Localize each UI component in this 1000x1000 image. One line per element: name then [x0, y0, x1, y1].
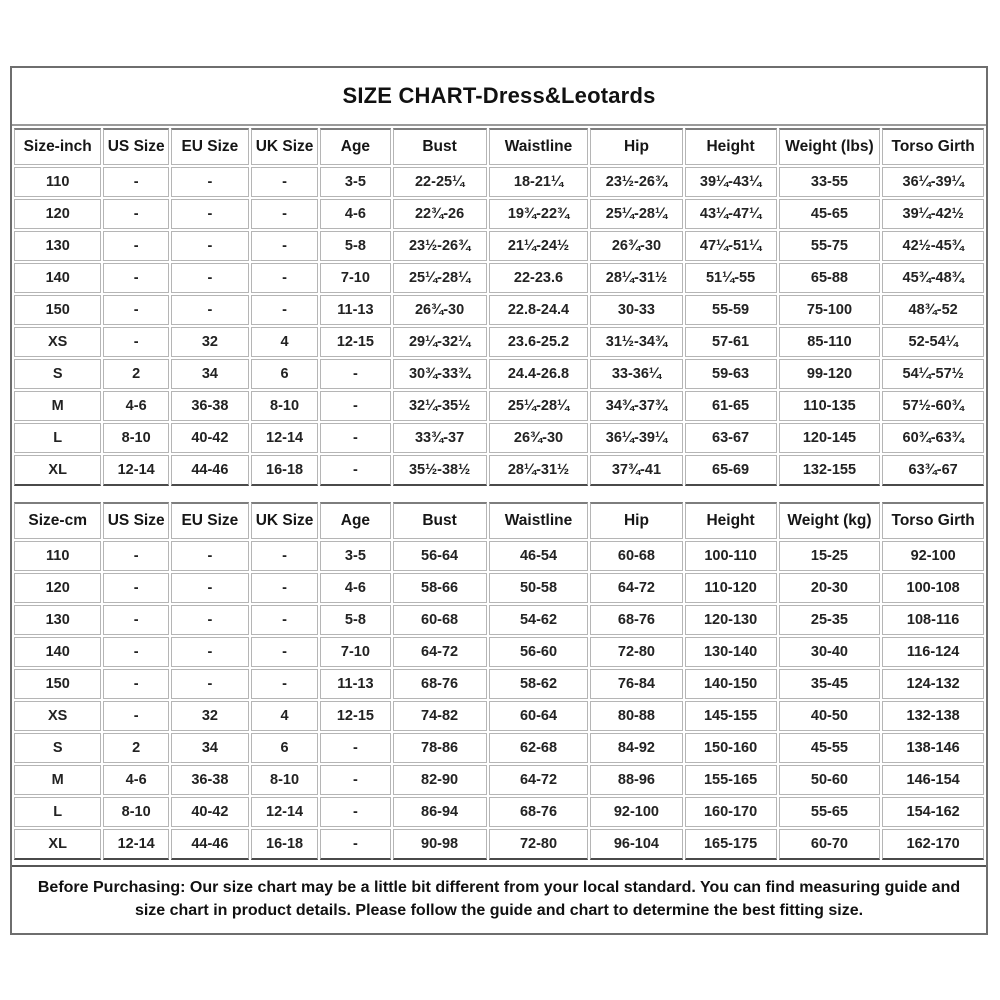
size-label-cell: L [14, 797, 101, 827]
value-cell: 40-50 [779, 701, 881, 731]
value-cell: 46-54 [489, 541, 589, 571]
value-cell: 65-69 [685, 455, 777, 486]
value-cell: 4-6 [320, 199, 390, 229]
column-header-uk-size: UK Size [251, 502, 318, 539]
value-cell: - [103, 669, 169, 699]
value-cell: - [251, 669, 318, 699]
size-label-cell: 120 [14, 199, 101, 229]
value-cell: 80-88 [590, 701, 682, 731]
value-cell: 19¾-22¾ [489, 199, 589, 229]
value-cell: - [171, 167, 249, 197]
size-label-cell: 120 [14, 573, 101, 603]
column-header-waistline: Waistline [489, 128, 589, 165]
size-label-cell: 140 [14, 637, 101, 667]
value-cell: 36-38 [171, 765, 249, 795]
value-cell: - [103, 199, 169, 229]
value-cell: 39¼-43¼ [685, 167, 777, 197]
table-row [14, 797, 984, 827]
value-cell: 25-35 [779, 605, 881, 635]
value-cell: 44-46 [171, 455, 249, 486]
value-cell: 30-33 [590, 295, 682, 325]
value-cell: 92-100 [882, 541, 984, 571]
table-row [14, 541, 984, 571]
column-header-eu-size: EU Size [171, 502, 249, 539]
value-cell: 140-150 [685, 669, 777, 699]
value-cell: 30-40 [779, 637, 881, 667]
table-row [14, 167, 984, 197]
value-cell: 40-42 [171, 423, 249, 453]
size-table-inch [12, 126, 986, 488]
value-cell: - [171, 263, 249, 293]
value-cell: 36¼-39¼ [590, 423, 682, 453]
value-cell: 21¼-24½ [489, 231, 589, 261]
size-label-cell: XS [14, 327, 101, 357]
column-header-size-cm: Size-cm [14, 502, 101, 539]
value-cell: - [320, 455, 390, 486]
table-row [14, 669, 984, 699]
title-box [12, 68, 986, 126]
value-cell: 22-23.6 [489, 263, 589, 293]
value-cell: 11-13 [320, 669, 390, 699]
value-cell: 5-8 [320, 605, 390, 635]
table-row [14, 637, 984, 667]
value-cell: 145-155 [685, 701, 777, 731]
column-header-height: Height [685, 128, 777, 165]
value-cell: 47¼-51¼ [685, 231, 777, 261]
value-cell: 23½-26¾ [393, 231, 487, 261]
value-cell: 20-30 [779, 573, 881, 603]
value-cell: 85-110 [779, 327, 881, 357]
value-cell: 52-54¼ [882, 327, 984, 357]
value-cell: 72-80 [489, 829, 589, 860]
value-cell: 54¼-57½ [882, 359, 984, 389]
value-cell: 75-100 [779, 295, 881, 325]
value-cell: 146-154 [882, 765, 984, 795]
value-cell: 50-60 [779, 765, 881, 795]
value-cell: 33-36¼ [590, 359, 682, 389]
value-cell: - [320, 829, 390, 860]
value-cell: 124-132 [882, 669, 984, 699]
value-cell: 12-15 [320, 701, 390, 731]
value-cell: - [103, 167, 169, 197]
value-cell: - [251, 263, 318, 293]
value-cell: 33-55 [779, 167, 881, 197]
value-cell: - [103, 231, 169, 261]
value-cell: 4-6 [320, 573, 390, 603]
column-header-age: Age [320, 128, 390, 165]
value-cell: - [103, 605, 169, 635]
column-header-eu-size: EU Size [171, 128, 249, 165]
value-cell: 30¾-33¾ [393, 359, 487, 389]
value-cell: - [171, 295, 249, 325]
value-cell: 12-15 [320, 327, 390, 357]
value-cell: 23½-26¾ [590, 167, 682, 197]
value-cell: 99-120 [779, 359, 881, 389]
size-label-cell: M [14, 765, 101, 795]
value-cell: 3-5 [320, 167, 390, 197]
value-cell: 8-10 [251, 391, 318, 421]
table-row [14, 829, 984, 860]
value-cell: 78-86 [393, 733, 487, 763]
value-cell: 32 [171, 701, 249, 731]
value-cell: 11-13 [320, 295, 390, 325]
table-row [14, 199, 984, 229]
column-header-us-size: US Size [103, 502, 169, 539]
value-cell: 32¼-35½ [393, 391, 487, 421]
value-cell: 39¼-42½ [882, 199, 984, 229]
value-cell: 2 [103, 359, 169, 389]
value-cell: 64-72 [590, 573, 682, 603]
table-row [14, 455, 984, 486]
value-cell: 45-65 [779, 199, 881, 229]
value-cell: 82-90 [393, 765, 487, 795]
value-cell: 4-6 [103, 391, 169, 421]
value-cell: 60-64 [489, 701, 589, 731]
value-cell: 8-10 [103, 423, 169, 453]
value-cell: 86-94 [393, 797, 487, 827]
value-cell: 3-5 [320, 541, 390, 571]
table-row [14, 605, 984, 635]
value-cell: 8-10 [103, 797, 169, 827]
size-label-cell: 110 [14, 167, 101, 197]
value-cell: 31½-34¾ [590, 327, 682, 357]
value-cell: 45-55 [779, 733, 881, 763]
value-cell: 120-130 [685, 605, 777, 635]
value-cell: 4 [251, 327, 318, 357]
value-cell: 162-170 [882, 829, 984, 860]
table-row [14, 573, 984, 603]
value-cell: - [320, 765, 390, 795]
size-label-cell: XL [14, 455, 101, 486]
value-cell: 37¾-41 [590, 455, 682, 486]
value-cell: 4 [251, 701, 318, 731]
value-cell: - [320, 391, 390, 421]
value-cell: 33¾-37 [393, 423, 487, 453]
value-cell: 56-60 [489, 637, 589, 667]
value-cell: 100-110 [685, 541, 777, 571]
column-header-bust: Bust [393, 128, 487, 165]
value-cell: 36-38 [171, 391, 249, 421]
value-cell: - [320, 733, 390, 763]
table-row [14, 733, 984, 763]
value-cell: 24.4-26.8 [489, 359, 589, 389]
value-cell: 130-140 [685, 637, 777, 667]
value-cell: 100-108 [882, 573, 984, 603]
table-row [14, 295, 984, 325]
value-cell: 16-18 [251, 829, 318, 860]
value-cell: 65-88 [779, 263, 881, 293]
value-cell: 68-76 [489, 797, 589, 827]
value-cell: 132-155 [779, 455, 881, 486]
value-cell: 58-66 [393, 573, 487, 603]
column-header-torso-girth: Torso Girth [882, 502, 984, 539]
value-cell: 63¾-67 [882, 455, 984, 486]
value-cell: - [103, 701, 169, 731]
value-cell: 74-82 [393, 701, 487, 731]
value-cell: 120-145 [779, 423, 881, 453]
value-cell: 138-146 [882, 733, 984, 763]
size-label-cell: 150 [14, 669, 101, 699]
value-cell: - [251, 541, 318, 571]
value-cell: 110-135 [779, 391, 881, 421]
size-label-cell: XS [14, 701, 101, 731]
size-label-cell: XL [14, 829, 101, 860]
size-label-cell: S [14, 359, 101, 389]
value-cell: - [103, 637, 169, 667]
value-cell: - [103, 263, 169, 293]
value-cell: 7-10 [320, 263, 390, 293]
value-cell: 76-84 [590, 669, 682, 699]
value-cell: 45¾-48¾ [882, 263, 984, 293]
value-cell: 15-25 [779, 541, 881, 571]
value-cell: 51¼-55 [685, 263, 777, 293]
value-cell: 60-68 [590, 541, 682, 571]
table-row [14, 391, 984, 421]
value-cell: 28¼-31½ [489, 455, 589, 486]
value-cell: - [251, 573, 318, 603]
value-cell: 2 [103, 733, 169, 763]
value-cell: - [171, 199, 249, 229]
value-cell: 34 [171, 733, 249, 763]
value-cell: 28¼-31½ [590, 263, 682, 293]
value-cell: 42½-45¾ [882, 231, 984, 261]
value-cell: 12-14 [103, 455, 169, 486]
table-row [14, 327, 984, 357]
value-cell: 26¾-30 [393, 295, 487, 325]
value-cell: 64-72 [489, 765, 589, 795]
value-cell: 60-70 [779, 829, 881, 860]
value-cell: 108-116 [882, 605, 984, 635]
value-cell: 23.6-25.2 [489, 327, 589, 357]
value-cell: 68-76 [590, 605, 682, 635]
value-cell: - [320, 359, 390, 389]
column-header-weight-lbs: Weight (lbs) [779, 128, 881, 165]
value-cell: 43¼-47¼ [685, 199, 777, 229]
value-cell: 56-64 [393, 541, 487, 571]
value-cell: 96-104 [590, 829, 682, 860]
value-cell: 84-92 [590, 733, 682, 763]
column-header-us-size: US Size [103, 128, 169, 165]
value-cell: 50-58 [489, 573, 589, 603]
value-cell: - [171, 231, 249, 261]
value-cell: 90-98 [393, 829, 487, 860]
value-cell: 68-76 [393, 669, 487, 699]
value-cell: 36¼-39¼ [882, 167, 984, 197]
table-row [14, 359, 984, 389]
column-header-hip: Hip [590, 128, 682, 165]
table-row [14, 765, 984, 795]
value-cell: 6 [251, 733, 318, 763]
table-row [14, 423, 984, 453]
size-label-cell: 140 [14, 263, 101, 293]
value-cell: 60-68 [393, 605, 487, 635]
value-cell: 35-45 [779, 669, 881, 699]
value-cell: 54-62 [489, 605, 589, 635]
value-cell: 58-62 [489, 669, 589, 699]
value-cell: 150-160 [685, 733, 777, 763]
header-row [14, 502, 984, 539]
value-cell: 160-170 [685, 797, 777, 827]
value-cell: 25¼-28¼ [590, 199, 682, 229]
value-cell: 5-8 [320, 231, 390, 261]
value-cell: 165-175 [685, 829, 777, 860]
column-header-bust: Bust [393, 502, 487, 539]
value-cell: 72-80 [590, 637, 682, 667]
value-cell: 25¼-28¼ [393, 263, 487, 293]
header-row [14, 128, 984, 165]
value-cell: 116-124 [882, 637, 984, 667]
value-cell: 34¾-37¾ [590, 391, 682, 421]
value-cell: - [103, 327, 169, 357]
table-row [14, 231, 984, 261]
value-cell: 154-162 [882, 797, 984, 827]
column-header-weight-kg: Weight (kg) [779, 502, 881, 539]
value-cell: 110-120 [685, 573, 777, 603]
value-cell: - [320, 423, 390, 453]
size-label-cell: 150 [14, 295, 101, 325]
value-cell: 26¾-30 [590, 231, 682, 261]
value-cell: - [251, 199, 318, 229]
column-header-age: Age [320, 502, 390, 539]
value-cell: - [171, 669, 249, 699]
column-header-waistline: Waistline [489, 502, 589, 539]
value-cell: 55-59 [685, 295, 777, 325]
value-cell: 155-165 [685, 765, 777, 795]
size-label-cell: S [14, 733, 101, 763]
value-cell: 48¾-52 [882, 295, 984, 325]
value-cell: 59-63 [685, 359, 777, 389]
value-cell: 40-42 [171, 797, 249, 827]
value-cell: 55-65 [779, 797, 881, 827]
value-cell: 29¼-32¼ [393, 327, 487, 357]
page-title: SIZE CHART-Dress&Leotards [342, 83, 656, 108]
size-chart-sheet [10, 66, 988, 935]
column-header-size-inch: Size-inch [14, 128, 101, 165]
value-cell: - [103, 541, 169, 571]
value-cell: - [251, 605, 318, 635]
value-cell: 6 [251, 359, 318, 389]
size-table-cm [12, 500, 986, 862]
value-cell: 132-138 [882, 701, 984, 731]
value-cell: 12-14 [103, 829, 169, 860]
table-row [14, 263, 984, 293]
value-cell: - [251, 231, 318, 261]
value-cell: - [171, 605, 249, 635]
size-label-cell: 130 [14, 231, 101, 261]
value-cell: - [103, 295, 169, 325]
value-cell: 12-14 [251, 797, 318, 827]
value-cell: 64-72 [393, 637, 487, 667]
value-cell: 7-10 [320, 637, 390, 667]
value-cell: 63-67 [685, 423, 777, 453]
size-label-cell: M [14, 391, 101, 421]
value-cell: 32 [171, 327, 249, 357]
value-cell: 88-96 [590, 765, 682, 795]
value-cell: 12-14 [251, 423, 318, 453]
value-cell: 57½-60¾ [882, 391, 984, 421]
value-cell: 22¾-26 [393, 199, 487, 229]
value-cell: - [251, 295, 318, 325]
table-row [14, 701, 984, 731]
value-cell: 22.8-24.4 [489, 295, 589, 325]
value-cell: - [251, 637, 318, 667]
value-cell: - [171, 637, 249, 667]
value-cell: 34 [171, 359, 249, 389]
size-label-cell: L [14, 423, 101, 453]
size-label-cell: 130 [14, 605, 101, 635]
value-cell: 25¼-28¼ [489, 391, 589, 421]
value-cell: 8-10 [251, 765, 318, 795]
purchase-note: Before Purchasing: Our size chart may be a little bit different from your local standard. You can find measuring guide and size chart in product details. Please follow the guide and chart to determine the best fitting size. [12, 865, 986, 933]
column-header-hip: Hip [590, 502, 682, 539]
value-cell: 22-25¼ [393, 167, 487, 197]
value-cell: 35½-38½ [393, 455, 487, 486]
value-cell: - [171, 573, 249, 603]
column-header-height: Height [685, 502, 777, 539]
size-label-cell: 110 [14, 541, 101, 571]
value-cell: 92-100 [590, 797, 682, 827]
value-cell: - [320, 797, 390, 827]
column-header-uk-size: UK Size [251, 128, 318, 165]
value-cell: 18-21¼ [489, 167, 589, 197]
value-cell: - [103, 573, 169, 603]
value-cell: 44-46 [171, 829, 249, 860]
value-cell: 57-61 [685, 327, 777, 357]
value-cell: 4-6 [103, 765, 169, 795]
value-cell: 60¾-63¾ [882, 423, 984, 453]
value-cell: 16-18 [251, 455, 318, 486]
value-cell: 62-68 [489, 733, 589, 763]
value-cell: 55-75 [779, 231, 881, 261]
value-cell: 61-65 [685, 391, 777, 421]
column-header-torso-girth: Torso Girth [882, 128, 984, 165]
value-cell: 26¾-30 [489, 423, 589, 453]
value-cell: - [171, 541, 249, 571]
value-cell: - [251, 167, 318, 197]
